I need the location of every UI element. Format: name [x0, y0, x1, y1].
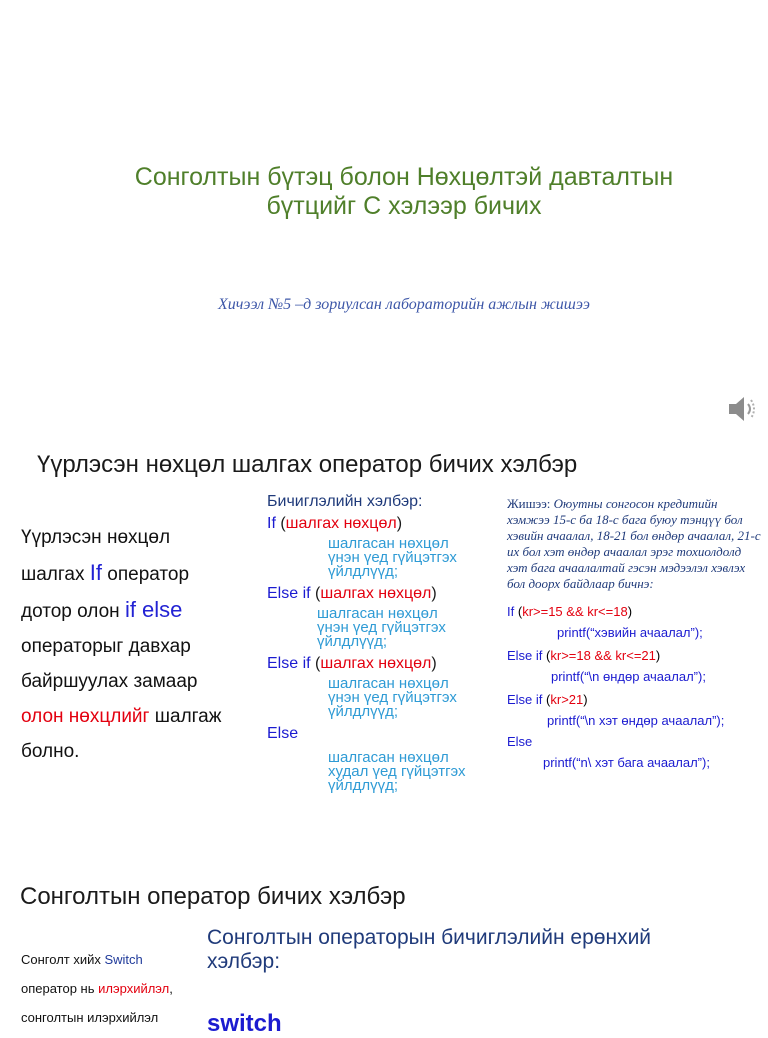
code-line: Else if (kr>21): [507, 692, 588, 707]
switch-syntax-label: Сонголтын операторын бичиглэлийн ерөнхий хэлбэр:: [207, 926, 652, 973]
speaker-icon[interactable]: [726, 392, 760, 426]
syntax-elseif-line: Else if (шалгах нөхцөл): [267, 655, 437, 672]
example-block: [507, 496, 763, 770]
slide-title-line2: бүтцийг С хэлээр бичих: [266, 192, 542, 220]
syntax-elseif-line: Else if (шалгах нөхцөл): [267, 585, 437, 602]
syntax-label: Бичиглэлийн хэлбэр:: [267, 493, 423, 510]
ifelse-keyword: if else: [124, 597, 183, 622]
syntax-false-body: шалгасан нөхцөл худал үед гүйцэтгэх үйлдлүүд;: [328, 749, 466, 794]
syntax-true-body: шалгасан нөхцөл үнэн үед гүйцэтгэх үйлдлүүд;: [328, 675, 457, 720]
desc-line: байршуулах замаар: [21, 671, 198, 692]
code-line: If (kr>=15 && kr<=18): [507, 604, 633, 619]
syntax-block: [267, 493, 507, 793]
example-intro: Жишээ: Оюутны сонгосон кредитийн хэмжээ 15-с ба 18-с бага буюу тэнцүү бол хэвийн ачаалал, 18-21 бол өндөр ачаалал, 21-с их бол хэт өндөр ачаалал эрэг тохиолдолд хэт бага ачаалалтай гэсэн мэдээлэл хэвлэх бол доорх байдлаар бичнэ:: [507, 496, 761, 591]
desc-line: Үүрлэсэн нөхцөл: [21, 527, 171, 548]
nested-if-description: [21, 520, 251, 769]
desc-line: шалгах If оператор: [21, 560, 190, 585]
code-line: printf(“\n хэт өндөр ачаалал”);: [547, 713, 725, 728]
desc-line: оператор нь илэрхийлэл,: [21, 981, 173, 996]
syntax-true-body: шалгасан нөхцөл үнэн үед гүйцэтгэх үйлдлүүд;: [317, 605, 446, 650]
slide-subtitle: Хичээл №5 –д зориулсан лабораторийн ажлын жишээ: [218, 296, 590, 313]
if-keyword: If: [89, 560, 102, 585]
syntax-if-line: If (шалгах нөхцөл): [267, 515, 403, 532]
code-line: printf(“хэвийн ачаалал”);: [557, 625, 703, 640]
code-line: printf(“n\ хэт бага ачаалал”);: [543, 755, 710, 770]
switch-description: [21, 945, 201, 1032]
switch-code-start: switch: [207, 1010, 282, 1037]
desc-line: сонголтын илэрхийлэл: [21, 1010, 159, 1025]
desc-line: олон нөхцлийг шалгаж: [21, 706, 222, 727]
section1-heading: Үүрлэсэн нөхцөл шалгах оператор бичих хэлбэр: [37, 451, 578, 478]
code-line: printf(“\n өндөр ачаалал”);: [551, 669, 706, 684]
example-code: [507, 604, 763, 770]
code-line: Else: [507, 734, 533, 749]
code-line: Else if (kr>=18 && kr<=21): [507, 648, 661, 663]
highlight-text: олон нөхцлийг: [21, 706, 150, 727]
syntax-else-line: Else: [267, 725, 299, 742]
section2-heading: Сонголтын оператор бичих хэлбэр: [20, 883, 406, 910]
syntax-true-body: шалгасан нөхцөл үнэн үед гүйцэтгэх үйлдлүүд;: [328, 535, 457, 580]
slide-title: [0, 163, 768, 221]
switch-keyword: Switch: [104, 952, 143, 967]
desc-line: Сонголт хийх Switch: [21, 952, 143, 967]
slide-title-line1: Сонголтын бүтэц болон Нөхцөлтэй давталтын: [134, 163, 674, 191]
desc-line: операторыг давхар: [21, 636, 191, 657]
desc-line: дотор олон if else: [21, 597, 183, 622]
desc-line: болно.: [21, 741, 80, 762]
